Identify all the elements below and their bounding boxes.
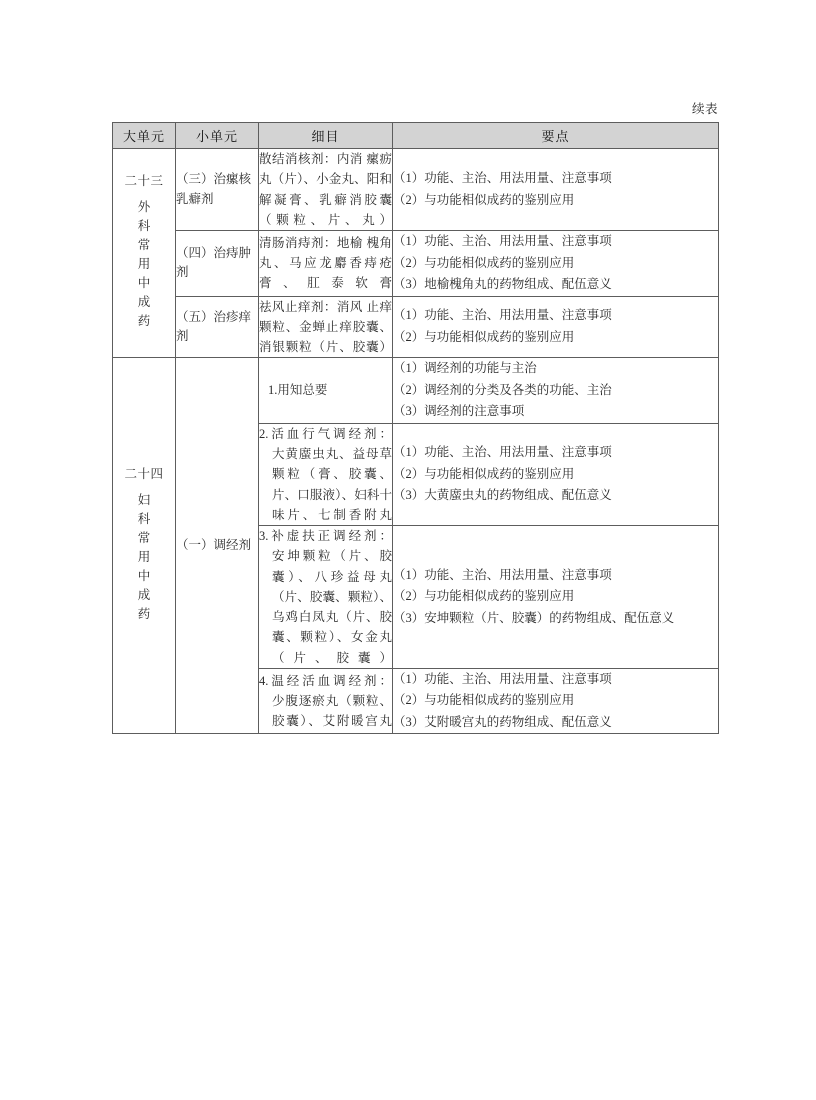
key-points-cell (393, 296, 719, 358)
key-points-cell (393, 423, 719, 525)
detail-cell (259, 296, 393, 358)
major-unit-vertical-title (113, 198, 175, 331)
key-point-item: （2）调经剂的分类及各类的功能、主治 (393, 382, 612, 397)
key-point-item: （2）与功能相似成药的鉴别应用 (393, 693, 575, 708)
table-row (113, 296, 719, 358)
key-points-cell (393, 668, 719, 734)
key-point-item: （2）与功能相似成药的鉴别应用 (393, 255, 575, 270)
table-header-row (113, 123, 719, 149)
key-point-item: （3）大黄䗪虫丸的药物组成、配伍意义 (393, 488, 612, 503)
minor-unit-cell: （五）治疹痒剂 (176, 296, 259, 358)
column-header-minor-unit: 小单元 (176, 123, 259, 149)
key-points-cell (393, 358, 719, 424)
vertical-char: 外 (137, 200, 151, 215)
major-unit-number: 二十四 (124, 466, 164, 481)
major-unit-vertical-title (113, 491, 175, 624)
detail-rest: 大黄䗪虫丸、益母草颗粒（膏、胶囊、片、口服液）、妇科十味片、七制香附丸 (272, 447, 392, 522)
detail-lead: 祛风止痒剂：消风 (259, 299, 363, 314)
detail-rest: 止痒颗粒、金蝉止痒胶囊、消银颗粒（片、胶囊） (259, 299, 392, 354)
minor-unit-cell: （三）治瘰核乳癖剂 (176, 149, 259, 231)
column-header-detail: 细目 (259, 123, 393, 149)
detail-lead: 2.活血行气调经剂： (259, 426, 392, 441)
detail-cell (259, 423, 393, 525)
vertical-char: 药 (137, 607, 151, 621)
vertical-char: 中 (137, 569, 151, 583)
vertical-char: 中 (137, 276, 151, 291)
continued-table-label: 续表 (691, 102, 718, 116)
key-point-item: （2）与功能相似成药的鉴别应用 (393, 589, 575, 604)
vertical-char: 用 (137, 550, 151, 564)
major-unit-cell-24 (113, 358, 176, 734)
detail-rest: 瘰疬丸（片）、小金丸、阳和解凝膏、乳癖消胶囊（颗粒、片、丸） (259, 152, 392, 227)
key-point-item: （3）安坤颗粒（片、胶囊）的药物组成、配伍意义 (393, 610, 675, 625)
vertical-char: 科 (137, 512, 151, 526)
table-row (113, 358, 719, 424)
vertical-char: 科 (137, 219, 151, 234)
key-point-item: （2）与功能相似成药的鉴别应用 (393, 329, 575, 344)
key-point-item: （1）功能、主治、用法用量、注意事项 (393, 234, 612, 248)
vertical-char: 药 (137, 314, 151, 329)
detail-rest: 槐角丸、马应龙麝香痔疮膏、肛泰软膏 (259, 235, 392, 291)
vertical-char: 妇 (137, 493, 151, 507)
major-unit-cell-23 (113, 149, 176, 358)
detail-lead: 散结消核剂：内消 (259, 152, 363, 166)
key-point-item: （3）艾附暖宫丸的药物组成、配伍意义 (393, 714, 612, 729)
table-row (113, 149, 719, 231)
table-row (113, 231, 719, 297)
vertical-char: 成 (137, 588, 151, 602)
key-points-cell (393, 526, 719, 669)
key-point-item: （1）功能、主治、用法用量、注意事项 (393, 445, 612, 460)
key-point-item: （1）功能、主治、用法用量、注意事项 (393, 567, 612, 582)
key-points-cell (393, 231, 719, 297)
key-point-item: （3）调经剂的注意事项 (393, 404, 525, 419)
detail-lead: 4.温经活血调经剂： (259, 673, 392, 688)
detail-lead: 清肠消痔剂：地榆 (259, 235, 363, 250)
key-points-cell (393, 149, 719, 231)
key-point-item: （3）地榆槐角丸的药物组成、配伍意义 (393, 277, 612, 291)
vertical-char: 常 (137, 238, 151, 253)
detail-cell (259, 668, 393, 734)
key-point-item: （1）功能、主治、用法用量、注意事项 (393, 308, 612, 323)
vertical-char: 常 (137, 531, 151, 545)
detail-rest: 少腹逐瘀丸（颗粒、胶囊）、艾附暖宫丸 (272, 693, 392, 729)
detail-cell (259, 149, 393, 231)
key-point-item: （1）功能、主治、用法用量、注意事项 (393, 671, 612, 686)
detail-rest: 安坤颗粒（片、胶囊）、八珍益母丸（片、胶囊、颗粒）、乌鸡白凤丸（片、胶囊、颗粒）、女金丸（片、胶囊） (272, 549, 392, 665)
detail-cell (259, 231, 393, 297)
major-unit-number: 二十三 (124, 173, 164, 188)
column-header-major-unit: 大单元 (113, 123, 176, 149)
detail-cell (259, 526, 393, 669)
detail-lead: 3.补虚扶正调经剂： (259, 529, 392, 543)
vertical-char: 用 (137, 257, 151, 272)
vertical-char: 成 (137, 295, 151, 310)
minor-unit-cell-merged: （一）调经剂 (176, 358, 259, 734)
column-header-key-points: 要点 (393, 123, 719, 149)
minor-unit-cell: （四）治痔肿剂 (176, 231, 259, 297)
key-point-item: （2）与功能相似成药的鉴别应用 (393, 466, 575, 481)
key-point-item: （2）与功能相似成药的鉴别应用 (393, 192, 575, 207)
detail-cell: 1.用知总要 (259, 358, 393, 424)
key-point-item: （1）调经剂的功能与主治 (393, 361, 537, 376)
syllabus-table (112, 122, 719, 734)
key-point-item: （1）功能、主治、用法用量、注意事项 (393, 171, 612, 185)
